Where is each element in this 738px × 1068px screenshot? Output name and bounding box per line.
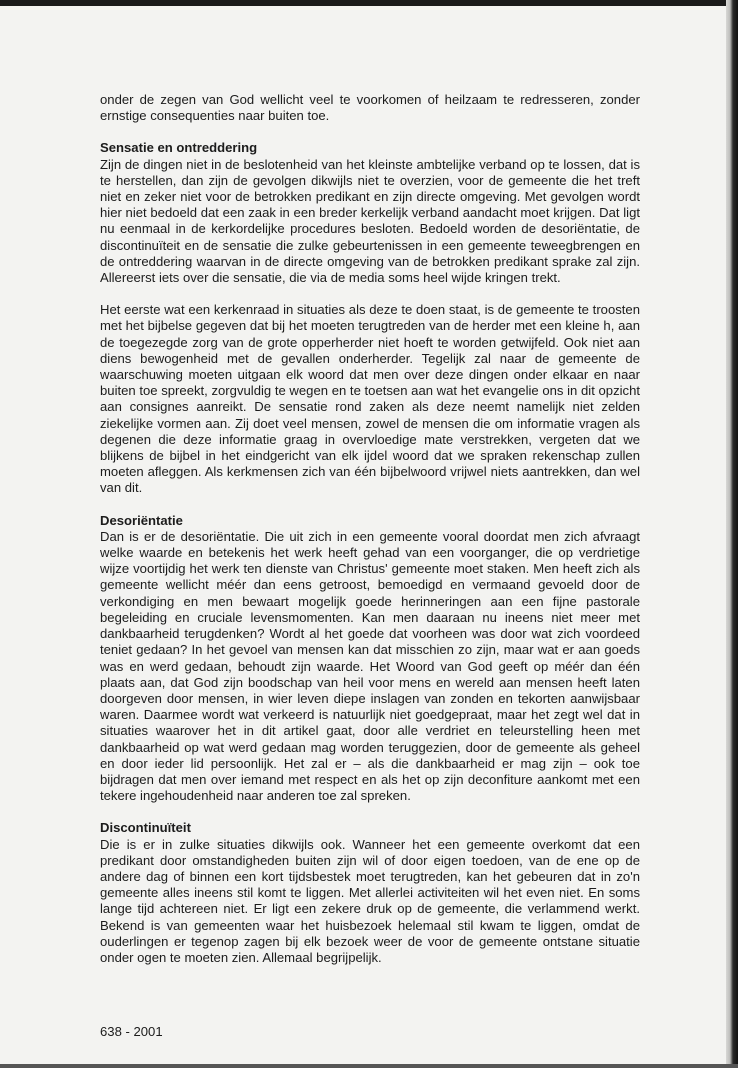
section-sensatie <box>100 140 640 496</box>
paragraph: Zijn de dingen niet in de beslotenheid van het kleinste ambtelijke verband op te lossen, dat is te herstellen, dan zijn de gevolgen dikwijls niet te overzien, voor de gemeente die het treft niet en zeker niet voor de betrokken predikant en zijn directe omgeving. Met gevolgen wordt hier niet bedoeld dat een zaak in een breder kerkelijk verband aandacht moet krijgen. Dat ligt nu eenmaal in de kerkordelijke procedures besloten. Bedoeld worden de desoriëntatie, de discontinuïteit en de sensatie die zulke gebeurtenissen in een gemeente teweegbrengen en de ontreddering waarvan in de directe omgeving van de betrokken predikant sprake zal zijn. Allereerst iets over die sensatie, die via de media soms heel wijde kringen trekt. <box>100 156 640 286</box>
scan-right-edge <box>726 0 738 1068</box>
section-heading: Desoriëntatie <box>100 512 183 528</box>
paragraph: Die is er in zulke situaties dikwijls ook. Wanneer het een gemeente overkomt dat een predikant door omstandigheden buiten zijn wil of door eigen toedoen, van de ene op de andere dag of binnen een kort tijdsbestek moet terugtreden, kan het gebeuren dat in zo'n gemeente alles ineens stil komt te liggen. Met allerlei activiteiten wil het even niet. En soms lange tijd achtereen niet. Er ligt een zekere druk op de gemeente, die verlammend werkt. Bekend is van gemeenten waar het huisbezoek helemaal stil kwam te liggen, omdat de ouderlingen er tegenop zagen bij elk bezoek weer de voor de gemeente ontstane situatie onder ogen te moeten zien. Allemaal begrijpelijk. <box>100 836 640 965</box>
paragraph: Dan is er de desoriëntatie. Die uit zich in een gemeente vooral doordat men zich afvraagt welke waarde en betekenis het werk heeft gehad van een voorganger, die op verdrietige wijze voortijdig het werk ten dienste van Christus' gemeente moet staken. Men heeft zich als gemeente wellicht méér dan eens getroost, bemoedigd en vermaand gevoeld door de verkondiging en men bewaart mogelijk goede herinneringen aan een fijne pastorale begeleiding en cruciale levensmomenten. Kan men daaraan nu ineens niet meer met dankbaarheid terugdenken? Wordt al het goede dat voorheen was door wat zich voordeed teniet gedaan? In het gevoel van mensen kan dat misschien zo zijn, maar wat er aan goeds was en werd gedaan, behoudt zijn waarde. Het Woord van God geeft op méér dan één plaats aan, dat God zijn boodschap van heil voor mens en wereld aan mensen heeft laten doorgeven door mensen, in wier leven diepe inslagen van zonden en tekorten aanwijsbaar waren. Daarmee wordt wat verkeerd is natuurlijk niet goedgepraat, maar het zegt wel dat in situaties waarover het in dit artikel gaat, door alle verdriet en teleurstelling heen met dankbaarheid op wat werd gedaan mag worden teruggezien, door de gemeente als geheel en door ieder lid persoonlijk. Het zal er – als die dankbaarheid er mag zijn – ook toe bijdragen dat men over iemand met respect en als het op zijn deconfiture aankomt met een tekere ingehoudenheid naar anderen toe zal spreken. <box>100 528 640 804</box>
paragraph: Het eerste wat een kerkenraad in situaties als deze te doen staat, is de gemeente te troosten met het bijbelse gegeven dat bij het moeten terugtreden van de herder met een kleine h, aan de toegezegde zorg van de grote opperherder niet hoeft te worden getwijfeld. Ook niet aan diens bewogenheid met de gevallen onderherder. Tegelijk zal naar de gemeente de waarschuwing moeten uitgaan elk woord dat men over deze dingen onder elkaar en naar buiten toe spreekt, zorgvuldig te wegen en te toetsen aan wat het evangelie ons in dit opzicht aan consignes aanreikt. De sensatie rond zaken als deze neemt namelijk niet zelden ziekelijke vormen aan. Zij doet veel mensen, zowel de mensen die om informatie vragen als degenen die deze informatie graag in overvloedige mate verstrekken, vergeten dat we blijkens de bijbel in het eindgericht van elk ijdel woord dat we spraken rekenschap zullen moeten afleggen. Als kerkmensen zich van één bijbelwoord vrijwel niets aantrekken, dan wel van dit. <box>100 302 640 496</box>
scan-bottom-edge <box>0 1064 738 1068</box>
section-discontinuiteit <box>100 820 640 966</box>
scan-top-edge <box>0 0 738 6</box>
section-heading: Sensatie en ontreddering <box>100 140 258 156</box>
intro-paragraph: onder de zegen van God wellicht veel te voorkomen of heilzaam te redresseren, zonder ernstige consequenties naar buiten toe. <box>100 92 640 124</box>
page-number: 638 - 2001 <box>100 1024 163 1039</box>
article-body <box>100 92 640 966</box>
section-heading: Discontinuïteit <box>100 820 191 836</box>
section-desorientatie <box>100 513 640 805</box>
